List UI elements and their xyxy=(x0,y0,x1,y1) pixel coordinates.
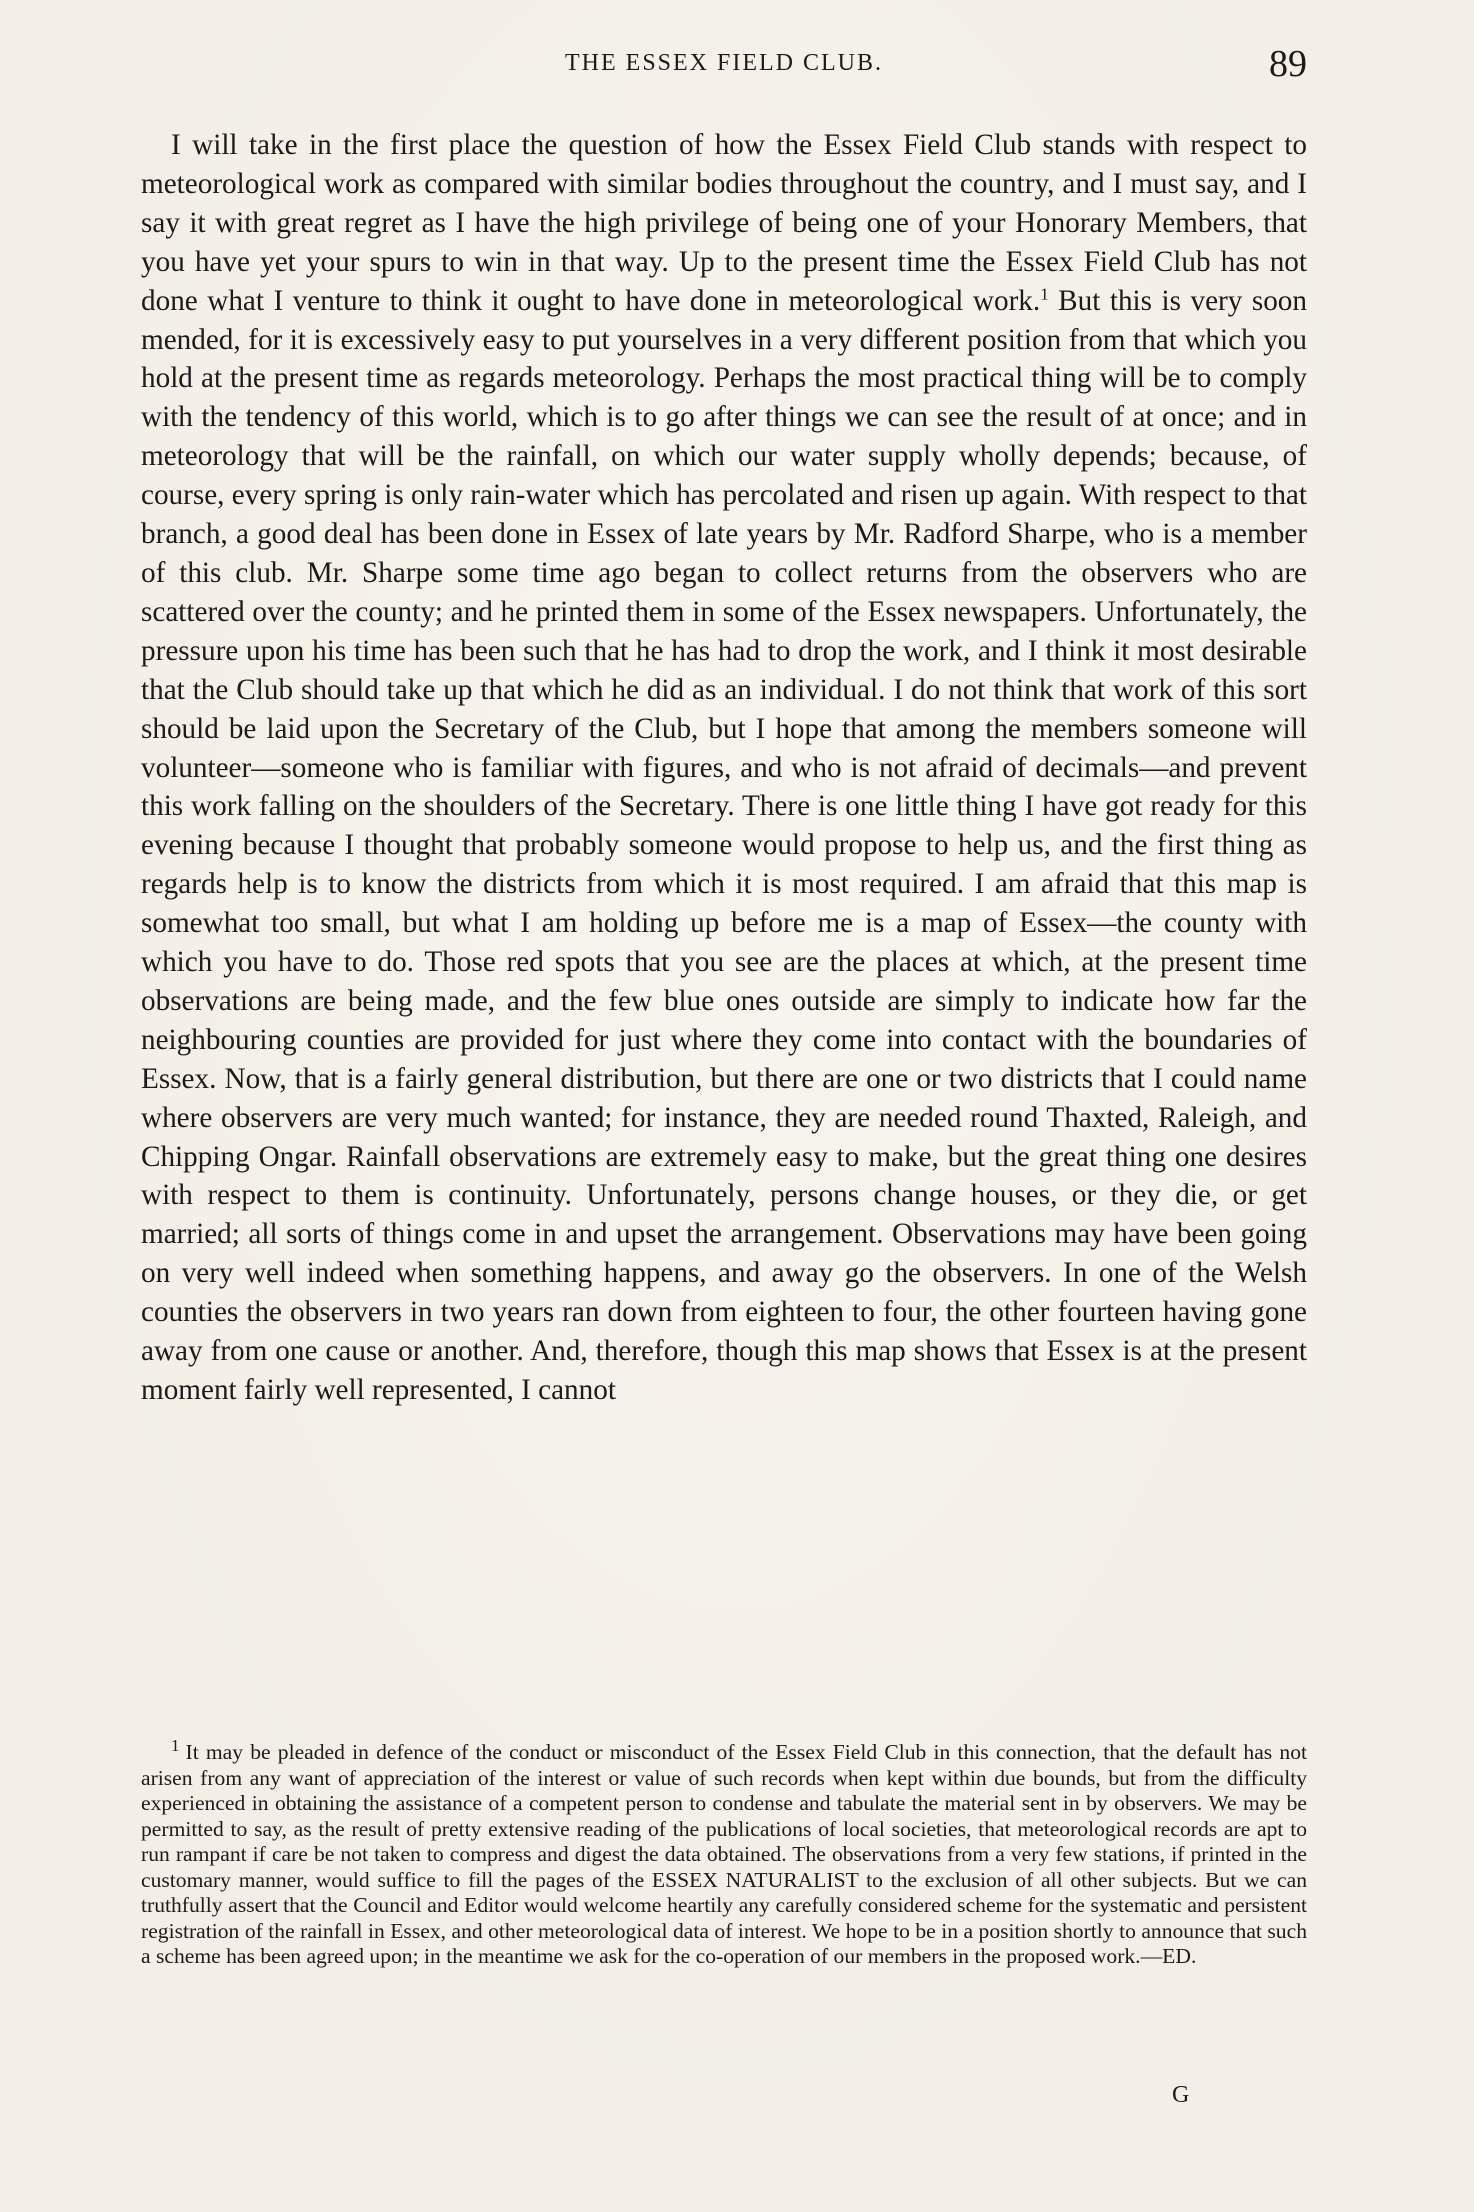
running-title: THE ESSEX FIELD CLUB. xyxy=(565,50,883,76)
body-paragraph xyxy=(141,126,1307,1410)
footnote xyxy=(141,1735,1307,1970)
body-text-part-2: But this is very soon mended, for it is excessively easy to put yourselves in a very different position from that which you hold at the present time as regards meteorology. Perhaps the most practical thing will be to comply with the tendency of this world, which is to go after things we can see the result of at once; and in meteorology that will be the rainfall, on which our water supply wholly depends; because, of course, every spring is only rain-water which has percolated and risen up again. With respect to that branch, a good deal has been done in Essex of late years by Mr. Radford Sharpe, who is a member of this club. Mr. Sharpe some time ago began to collect returns from the observers who are scattered over the county; and he printed them in some of the Essex newspapers. Unfortunately, the pressure upon his time has been such that he has had to drop the work, and I think it most desirable that the Club should take up that which he did as an individual. I do not think that work of this sort should be laid upon the Secretary of the Club, but I hope that among the members someone will volunteer—someone who is familiar with figures, and who is not afraid of decimals—and prevent this work falling on the shoulders of the Secretary. There is one little thing I have got ready for this evening because I thought that probably someone would propose to help us, and the first thing as regards help is to know the districts from which it is most required. I am afraid that this map is somewhat too small, but what I am holding up before me is a map of Essex—the county with which you have to do. Those red spots that you see are the places at which, at the present time observations are being made, and the few blue ones outside are simply to indicate how far the neighbouring counties are provided for just where they come into contact with the boundaries of Essex. Now, that is a fairly general distribution, but there are one or two districts that I could name where observers are very much wanted; for instance, they are needed round Thaxted, Raleigh, and Chipping Ongar. Rainfall observations are extremely easy to make, but the great thing one desires with respect to them is continuity. Unfortunately, persons change houses, or they die, or get married; all sorts of things come in and upset the arrangement. Observations may have been going on very well indeed when something happens, and away go the observers. In one of the Welsh counties the observers in two years ran down from eighteen to four, the other fourteen having gone away from one cause or another. And, therefore, though this map shows that Essex is at the present moment fairly well represented, I cannot xyxy=(141,284,1307,1406)
signature-mark: G xyxy=(1172,2082,1190,2108)
footnote-marker: 1 xyxy=(171,1735,180,1755)
page-number: 89 xyxy=(1269,43,1307,85)
footnote-text: It may be pleaded in defence of the conduct or misconduct of the Essex Field Club in this connection, that the default has not arisen from any want of appreciation of the interest or value of such records when kept within due bounds, but from the difficulty experienced in obtaining the assistance of a competent person to condense and tabulate the material sent in by observers. We may be permitted to say, as the result of pretty extensive reading of the publications of local societies, that meteorological records are apt to run rampant if care be not taken to compress and digest the data obtained. The observations from a very few stations, if printed in the customary manner, would suffice to fill the pages of the ESSEX NATURALIST to the exclusion of all other subjects. But we can truthfully assert that the Council and Editor would welcome heartily any carefully considered scheme for the systematic and persistent registration of the rainfall in Essex, and other meteorological data of interest. We hope to be in a position shortly to announce that such a scheme has been agreed upon; in the meantime we ask for the co-operation of our members in the proposed work.—ED. xyxy=(141,1740,1307,1968)
body-text-part-1: I will take in the first place the question of how the Essex Field Club stands with respect to meteorological work as compared with similar bodies throughout the country, and I must say, and I say it with great regret as I have the high privilege of being one of your Honorary Members, that you have yet your spurs to win in that way. Up to the present time the Essex Field Club has not done what I venture to think it ought to have done in meteorological work. xyxy=(141,129,1307,317)
footnote-block xyxy=(141,1735,1307,1970)
footnote-reference[interactable]: 1 xyxy=(1040,283,1049,303)
running-head xyxy=(141,42,1307,92)
